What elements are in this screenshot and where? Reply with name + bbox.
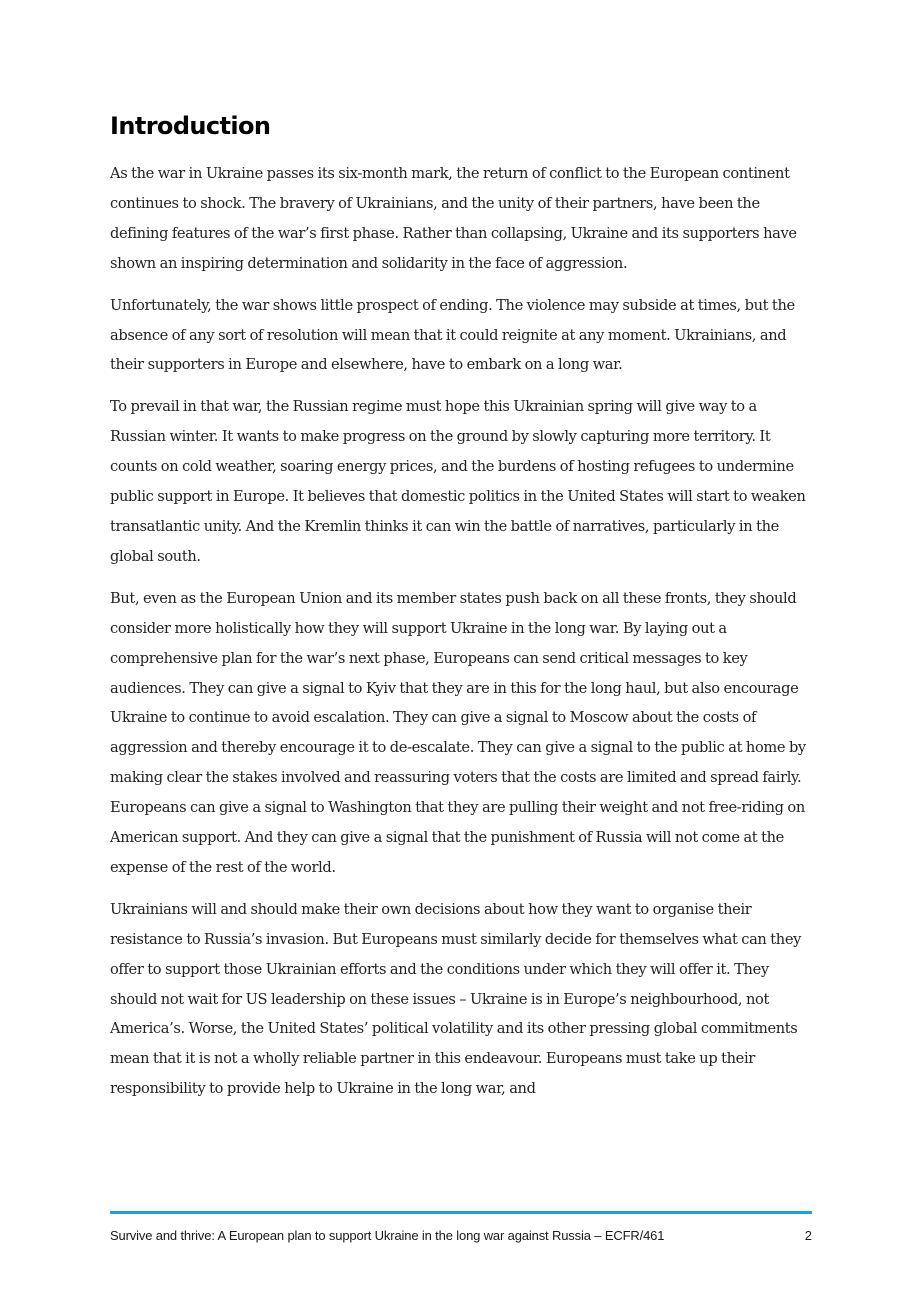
section-heading: Introduction bbox=[110, 112, 271, 140]
footer-divider bbox=[110, 1211, 812, 1214]
paragraph: Unfortunately, the war shows little prospect of ending. The violence may subside at times, but the absence of any sort of resolution will mean that it could reignite at any moment. Ukrainians, and their supporters in Europe and elsewhere, have to embark on a long war. bbox=[110, 296, 795, 374]
paragraph: But, even as the European Union and its member states push back on all these fronts, they should consider more holistically how they will support Ukraine in the long war. By laying out a comprehensive plan for the war’s next phase, Europeans can send critical messages to key audiences. They can give a signal to Kyiv that they are in this for the long haul, but also encourage Ukraine to continue to avoid escalation. They can give a signal to Moscow about the costs of aggression and thereby encourage it to de-escalate. They can give a signal to the public at home by making clear the stakes involved and reassuring voters that the costs are limited and spread fairly. Europeans can give a signal to Washington that they are pulling their weight and not free-riding on American support. And they can give a signal that the punishment of Russia will not come at the expense of the rest of the world. bbox=[110, 589, 806, 876]
body-text bbox=[110, 159, 812, 1116]
paragraph: To prevail in that war, the Russian regime must hope this Ukrainian spring will give way to a Russian winter. It wants to make progress on the ground by slowly capturing more territory. It counts on cold weather, soaring energy prices, and the burdens of hosting refugees to undermine public support in Europe. It believes that domestic politics in the United States will start to weaken transatlantic unity. And the Kremlin thinks it can win the battle of narratives, particularly in the global south. bbox=[110, 398, 806, 565]
paragraph: Ukrainians will and should make their own decisions about how they want to organise their resistance to Russia’s invasion. But Europeans must similarly decide for themselves what can they offer to support those Ukrainian efforts and the conditions under which they will offer it. They should not wait for US leadership on these issues – Ukraine is in Europe’s neighbourhood, not America’s. Worse, the United States’ political volatility and its other pressing global commitments mean that it is not a wholly reliable partner in this endeavour. Europeans must take up their responsibility to provide help to Ukraine in the long war, and bbox=[110, 900, 802, 1098]
footer-running-title: Survive and thrive: A European plan to support Ukraine in the long war against Russia – ECFR/461 bbox=[110, 1228, 665, 1243]
page-number: 2 bbox=[804, 1228, 812, 1243]
document-page bbox=[110, 0, 812, 1302]
paragraph: As the war in Ukraine passes its six-month mark, the return of conflict to the European continent continues to shock. The bravery of Ukrainians, and the unity of their partners, have been the defining features of the war’s first phase. Rather than collapsing, Ukraine and its supporters have shown an inspiring determination and solidarity in the face of aggression. bbox=[110, 165, 797, 272]
